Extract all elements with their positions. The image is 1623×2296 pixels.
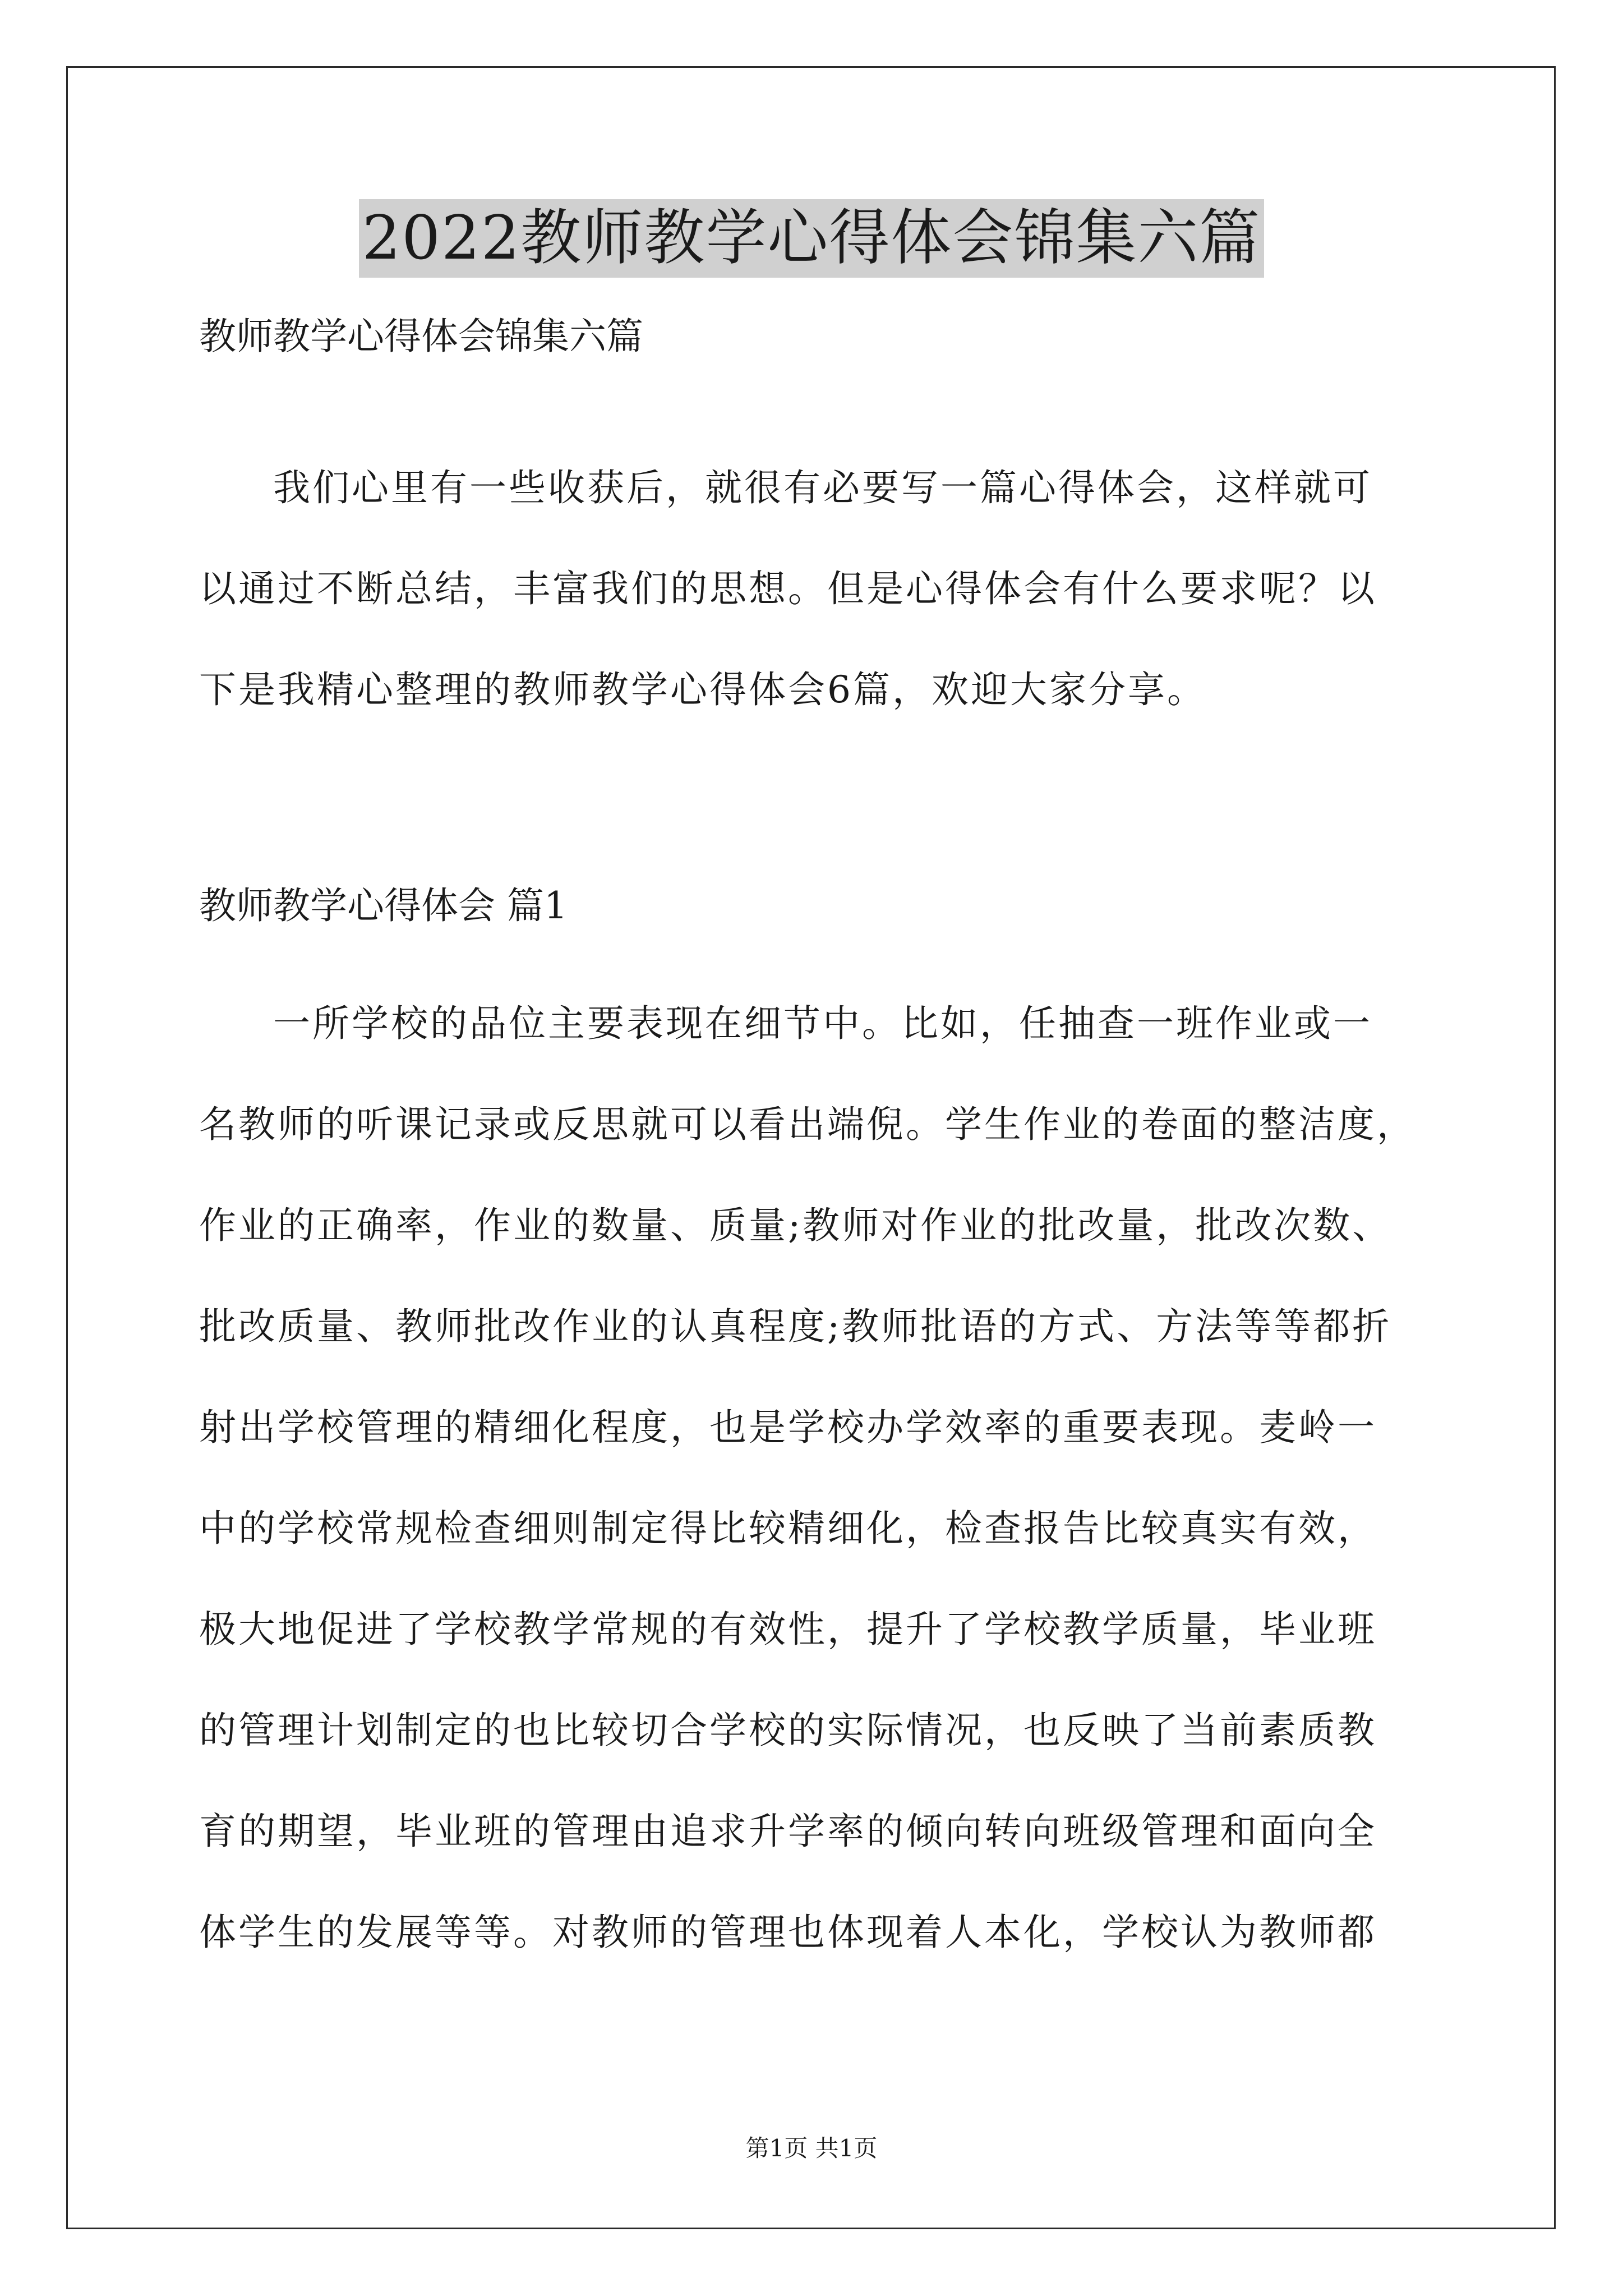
paragraph-line: 批改质量、教师批改作业的认真程度;教师批语的方式、方法等等都折 — [199, 1305, 1392, 1348]
paragraph-line: 射出学校管理的精细化程度，也是学校办学效率的重要表现。麦岭一 — [199, 1406, 1377, 1449]
page-footer: 第1页 共1页 — [745, 2134, 878, 2162]
intro-paragraph — [199, 438, 1450, 740]
paragraph-line: 极大地促进了学校教学常规的有效性，提升了学校教学质量，毕业班 — [199, 1608, 1377, 1651]
section-heading: 教师教学心得体会 篇1 — [199, 884, 568, 927]
paragraph-line: 育的期望，毕业班的管理由追求升学率的倾向转向班级管理和面向全 — [199, 1810, 1377, 1853]
paragraph-line: 我们心里有一些收获后，就很有必要写一篇心得体会，这样就可 — [273, 466, 1372, 509]
paragraph-line: 一所学校的品位主要表现在细节中。比如，任抽查一班作业或一 — [273, 1002, 1372, 1045]
title-block — [0, 199, 1623, 278]
body-paragraph — [199, 973, 1450, 1983]
document-subtitle: 教师教学心得体会锦集六篇 — [199, 315, 643, 358]
paragraph-line: 下是我精心整理的教师教学心得体会6篇，欢迎大家分享。 — [199, 668, 1206, 711]
paragraph-line: 作业的正确率，作业的数量、质量;教师对作业的批改量，批改次数、 — [199, 1204, 1392, 1247]
paragraph-line: 的管理计划制定的也比较切合学校的实际情况，也反映了当前素质教 — [199, 1709, 1377, 1752]
paragraph-line: 中的学校常规检查细则制定得比较精细化，检查报告比较真实有效， — [199, 1507, 1377, 1550]
paragraph-line: 以通过不断总结，丰富我们的思想。但是心得体会有什么要求呢？以 — [199, 567, 1377, 610]
paragraph-line: 名教师的听课记录或反思就可以看出端倪。学生作业的卷面的整洁度， — [199, 1103, 1416, 1146]
document-title: 2022教师教学心得体会锦集六篇 — [359, 199, 1265, 278]
paragraph-line: 体学生的发展等等。对教师的管理也体现着人本化，学校认为教师都 — [199, 1911, 1377, 1954]
